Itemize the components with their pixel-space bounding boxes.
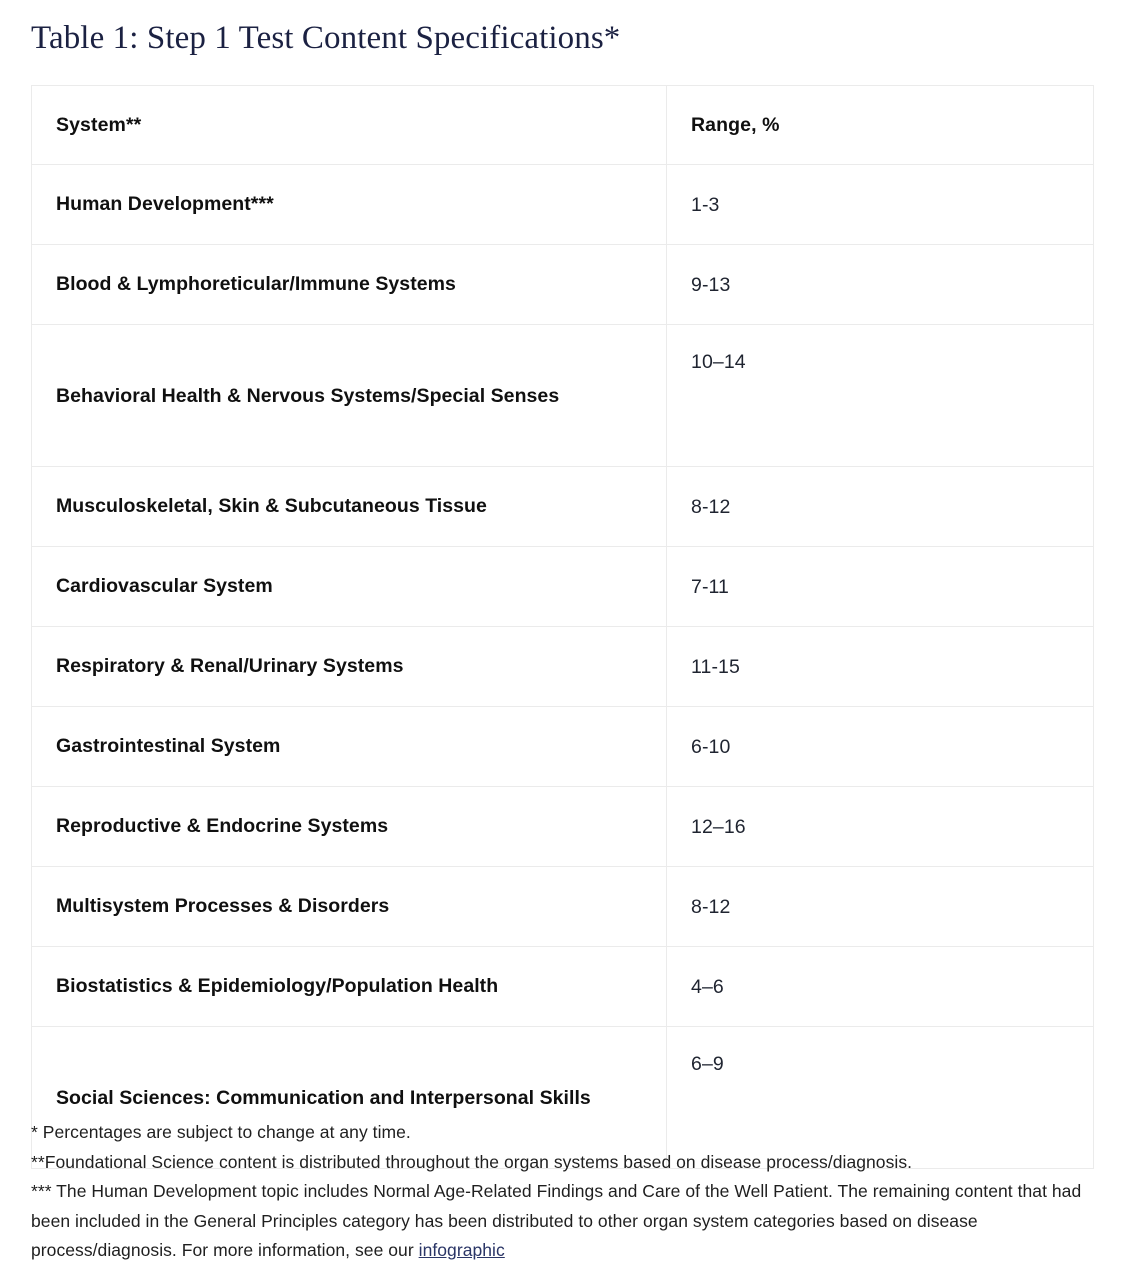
footnote-percentages: * Percentages are subject to change at any time. [31, 1122, 411, 1142]
cell-range: 12–16 [667, 787, 1094, 867]
footnote-human-development [31, 1177, 1089, 1266]
cell-range: 6-10 [667, 707, 1094, 787]
page-title: Table 1: Step 1 Test Content Specifications* [31, 20, 621, 56]
footnote-foundational-science: **Foundational Science content is distributed throughout the organ systems based on disease process/diagnosis. [31, 1151, 913, 1172]
column-header-range: Range, % [667, 86, 1094, 165]
table-row [32, 787, 1094, 867]
cell-range: 6–9 [667, 1027, 1094, 1169]
cell-range: 8-12 [667, 867, 1094, 947]
table-row [32, 627, 1094, 707]
cell-system: Multisystem Processes & Disorders [32, 867, 667, 947]
cell-system: Gastrointestinal System [32, 707, 667, 787]
cell-range: 7-11 [667, 547, 1094, 627]
cell-system: Cardiovascular System [32, 547, 667, 627]
table-row [32, 707, 1094, 787]
cell-system: Social Sciences: Communication and Interpersonal Skills [32, 1027, 667, 1169]
table-row [32, 245, 1094, 325]
cell-system: Blood & Lymphoreticular/Immune Systems [32, 245, 667, 325]
table-row [32, 547, 1094, 627]
cell-range: 4–6 [667, 947, 1094, 1027]
cell-system: Musculoskeletal, Skin & Subcutaneous Tissue [32, 467, 667, 547]
cell-range: 10–14 [667, 325, 1094, 467]
cell-system: Human Development*** [32, 165, 667, 245]
content-specifications-table [31, 85, 1094, 1169]
table-row [32, 165, 1094, 245]
cell-system: Respiratory & Renal/Urinary Systems [32, 627, 667, 707]
footnote-human-development-text: *** The Human Development topic includes Normal Age-Related Findings and Care of the Well Patient. The remaining content that had been included in the General Principles category has been distributed to other organ system categories based on disease process/diagnosis. For more information, see our [31, 1181, 1082, 1260]
table-row [32, 467, 1094, 547]
table-row [32, 867, 1094, 947]
cell-range: 11-15 [667, 627, 1094, 707]
infographic-link[interactable]: infographic [418, 1240, 505, 1260]
table-row [32, 325, 1094, 467]
cell-system: Behavioral Health & Nervous Systems/Special Senses [32, 325, 667, 467]
table-header [32, 86, 1094, 165]
cell-range: 1-3 [667, 165, 1094, 245]
table-row [32, 947, 1094, 1027]
table-body [32, 165, 1094, 1169]
cell-system: Biostatistics & Epidemiology/Population Health [32, 947, 667, 1027]
footnotes [31, 1118, 1089, 1266]
cell-range: 8-12 [667, 467, 1094, 547]
table-header-row [32, 86, 1094, 165]
column-header-system: System** [32, 86, 667, 165]
cell-range: 9-13 [667, 245, 1094, 325]
cell-system: Reproductive & Endocrine Systems [32, 787, 667, 867]
